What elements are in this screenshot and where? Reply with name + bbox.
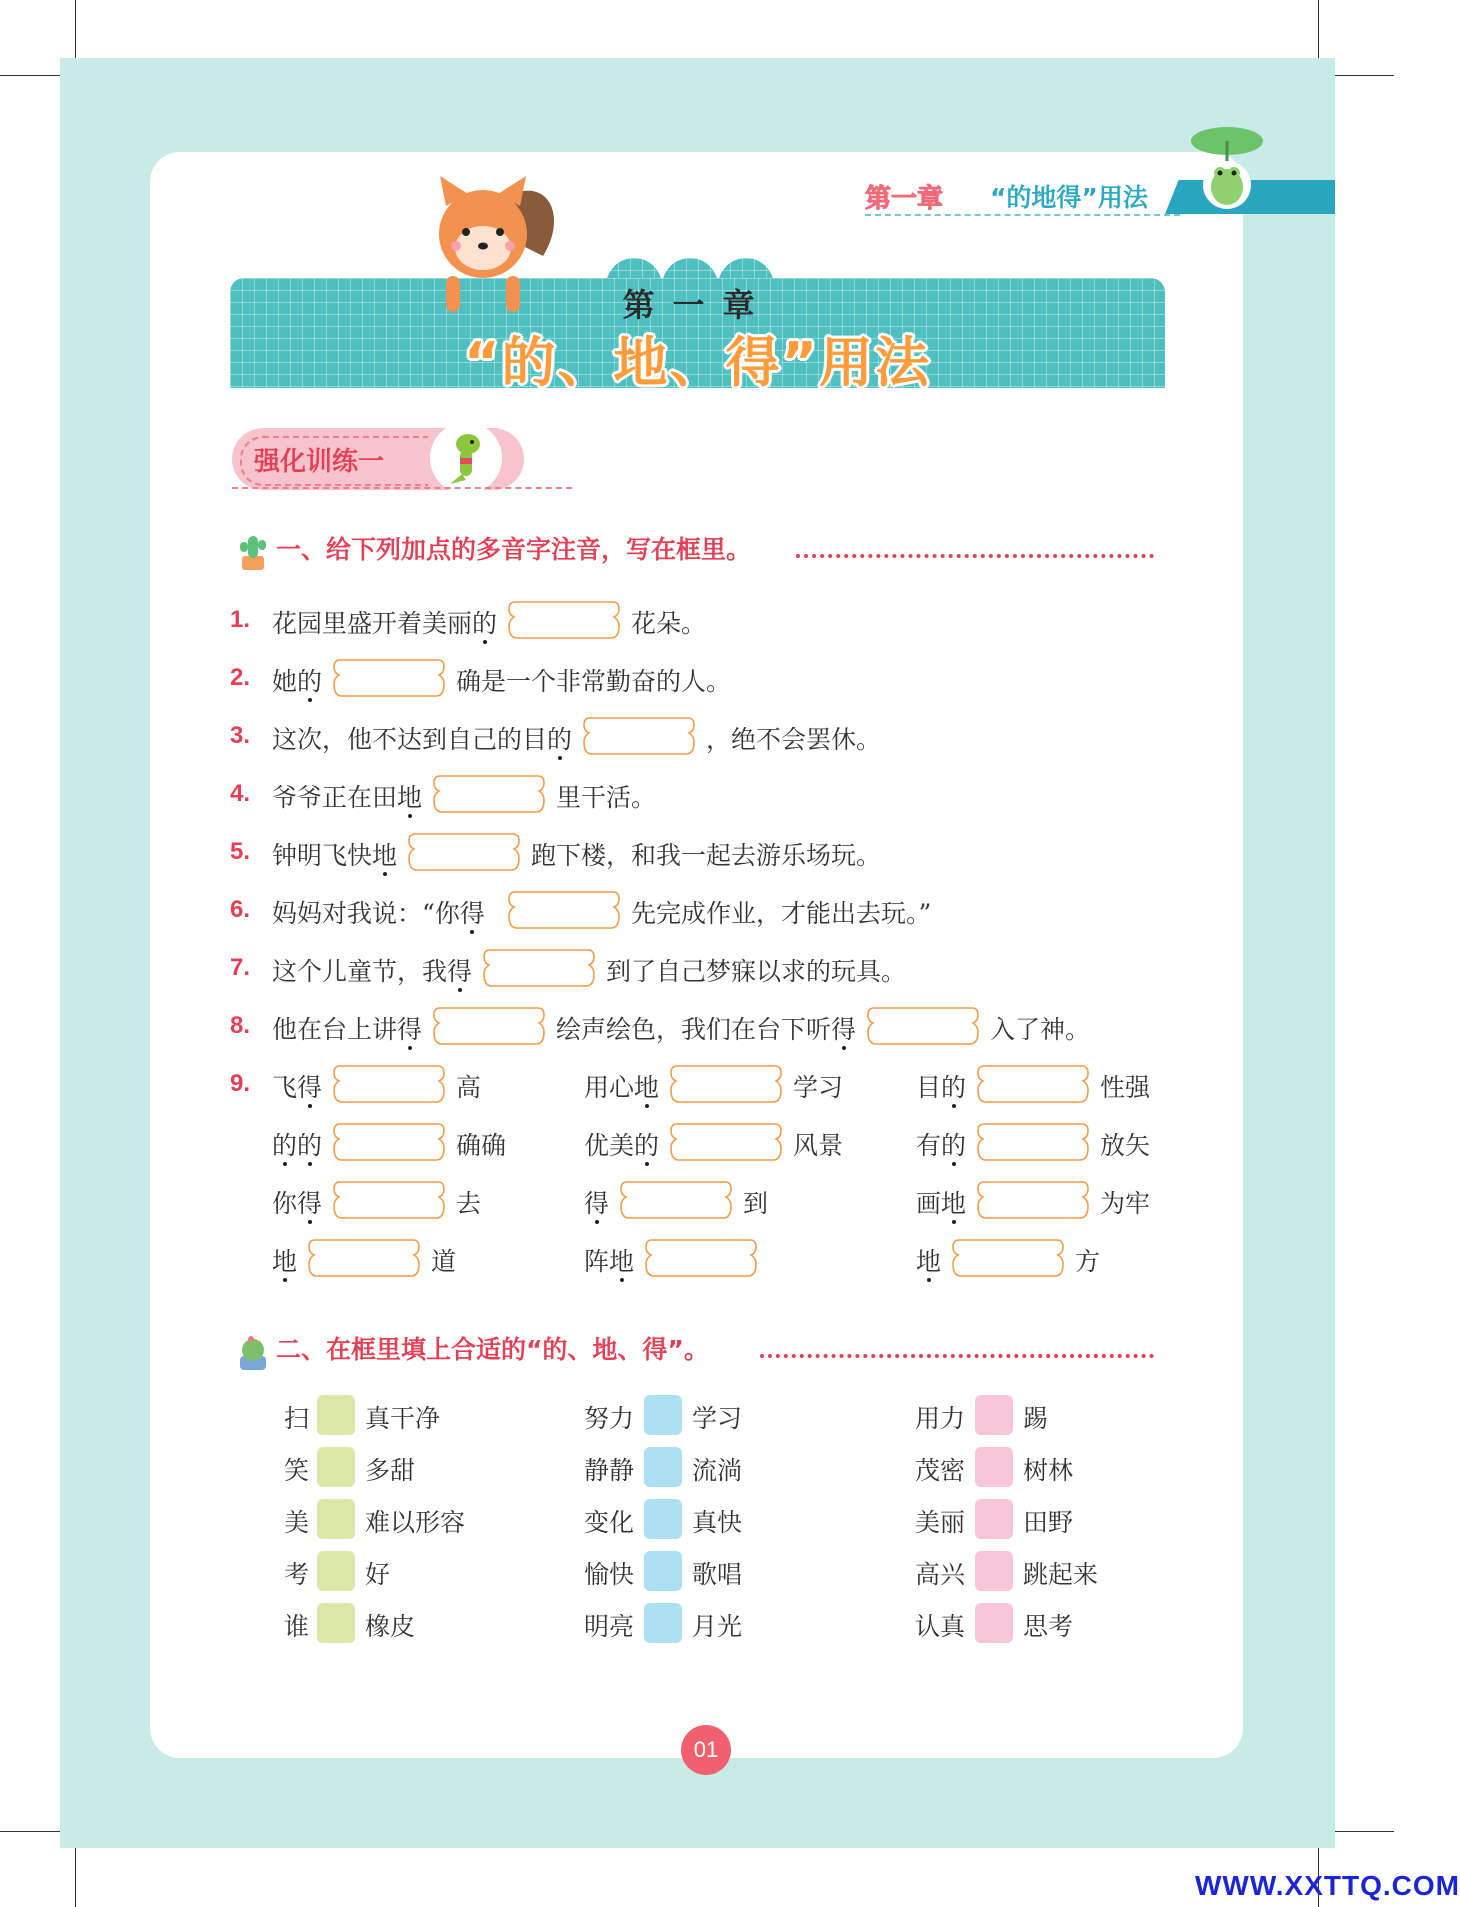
item-text-before-head: 用心 bbox=[584, 1073, 635, 1102]
item-text-before bbox=[916, 1068, 966, 1104]
fill-text-after: 难以形容 bbox=[365, 1508, 466, 1537]
part2-heading-text: 二、在框里填上合适的“的、地、得”。 bbox=[276, 1335, 709, 1364]
item-text-before bbox=[272, 778, 422, 814]
item-text-after: 方 bbox=[1075, 1247, 1101, 1276]
item-text-before-dotted-char: 得 bbox=[447, 957, 473, 986]
item-text-before-head: 爷爷正在田 bbox=[272, 783, 398, 812]
answer-box[interactable] bbox=[480, 946, 598, 990]
chapter-banner bbox=[230, 278, 1165, 394]
fill-text-after: 好 bbox=[365, 1560, 391, 1589]
crop-mark bbox=[0, 1831, 60, 1832]
answer-box[interactable] bbox=[974, 1178, 1092, 1222]
item-text-before-dotted-char: 得 bbox=[297, 1073, 323, 1102]
fill-box[interactable] bbox=[317, 1499, 355, 1539]
item-number: 4. bbox=[230, 780, 251, 807]
item-text-before-head: 这个儿童节，我 bbox=[272, 957, 448, 986]
answer-box[interactable] bbox=[405, 830, 523, 874]
fill-text-after: 流淌 bbox=[692, 1456, 743, 1485]
item-text-before bbox=[584, 1126, 659, 1162]
fill-box[interactable] bbox=[975, 1603, 1013, 1643]
item-number: 1. bbox=[230, 606, 251, 633]
item-text-before-dotted-char: 地 bbox=[634, 1073, 660, 1102]
item-text-after: 先完成作业，才能出去玩。” bbox=[631, 899, 932, 928]
item-text-before-dotted-char: 地 bbox=[272, 1247, 298, 1276]
fill-text-before: 扫 bbox=[284, 1404, 310, 1433]
item-text-before-head: 妈妈对我说：“你 bbox=[272, 899, 460, 928]
answer-box[interactable] bbox=[330, 656, 448, 700]
answer-box[interactable] bbox=[667, 1120, 785, 1164]
item-text-before-dotted-char: 地 bbox=[941, 1189, 967, 1218]
item-text-before bbox=[916, 1126, 966, 1162]
item-number: 9. bbox=[230, 1070, 251, 1097]
answer-box[interactable] bbox=[580, 714, 698, 758]
banner-chapter: 第一章 bbox=[622, 286, 773, 324]
item-text-after: 确是一个非常勤奋的人。 bbox=[456, 667, 732, 696]
exercise-item bbox=[230, 656, 1170, 700]
fill-box[interactable] bbox=[975, 1551, 1013, 1591]
fill-text-before: 谁 bbox=[284, 1612, 310, 1641]
section-tag bbox=[232, 428, 524, 490]
item-text-before bbox=[272, 1010, 422, 1046]
item-text-before-dotted-char: 的 bbox=[634, 1131, 660, 1160]
section-tag-label: 强化训练一 bbox=[254, 447, 385, 477]
item-text-before-head: 钟明飞快 bbox=[272, 841, 373, 870]
exercise-item bbox=[230, 946, 1170, 990]
item-text-before bbox=[916, 1184, 966, 1220]
item-dotted-char: 的 bbox=[297, 1131, 323, 1160]
item-text-before bbox=[584, 1068, 659, 1104]
item-text-middle bbox=[556, 1010, 856, 1046]
fill-text-after: 田野 bbox=[1023, 1508, 1074, 1537]
crop-mark bbox=[0, 75, 60, 76]
answer-box[interactable] bbox=[949, 1236, 1067, 1280]
crop-mark bbox=[1335, 1831, 1394, 1832]
fill-box[interactable] bbox=[644, 1603, 682, 1643]
exercise-item bbox=[230, 598, 1170, 642]
item-text-before-head: 她 bbox=[272, 667, 298, 696]
part2-heading bbox=[234, 1330, 709, 1372]
cactus-icon bbox=[234, 530, 272, 572]
cactus-icon bbox=[234, 1330, 272, 1372]
fill-box[interactable] bbox=[317, 1447, 355, 1487]
exercise-item bbox=[230, 714, 1170, 758]
exercise-row bbox=[230, 1236, 1170, 1280]
part1-heading bbox=[234, 530, 751, 572]
answer-box[interactable] bbox=[505, 888, 623, 932]
item-number: 5. bbox=[230, 838, 251, 865]
item-text-after: 跑下楼，和我一起去游乐场玩。 bbox=[531, 841, 882, 870]
crop-mark bbox=[1318, 0, 1319, 60]
answer-box[interactable] bbox=[305, 1236, 423, 1280]
fill-text-before: 认真 bbox=[915, 1612, 966, 1641]
crop-mark bbox=[1335, 75, 1394, 76]
answer-box[interactable] bbox=[330, 1120, 448, 1164]
item-text-after: 高 bbox=[456, 1073, 482, 1102]
exercise-item bbox=[230, 772, 1170, 816]
answer-box[interactable] bbox=[505, 598, 623, 642]
fill-box[interactable] bbox=[317, 1551, 355, 1591]
item-text-before bbox=[584, 1184, 609, 1220]
fill-text-after: 思考 bbox=[1023, 1612, 1074, 1641]
item-text-before-dotted-char: 得 bbox=[397, 1015, 423, 1044]
item-text-middle-head: 绘声绘色，我们在台下听 bbox=[556, 1015, 832, 1044]
item-text-after: 性强 bbox=[1100, 1073, 1151, 1102]
answer-box[interactable] bbox=[642, 1236, 760, 1280]
fill-text-after: 踢 bbox=[1023, 1404, 1049, 1433]
fill-text-before: 愉快 bbox=[584, 1560, 635, 1589]
item-text-before-head: 你 bbox=[272, 1189, 298, 1218]
divider bbox=[865, 214, 1180, 216]
item-text-before-head: 飞 bbox=[272, 1073, 298, 1102]
fill-text-after: 树林 bbox=[1023, 1456, 1074, 1485]
fill-text-after: 月光 bbox=[692, 1612, 743, 1641]
item-text-after: 学习 bbox=[793, 1073, 844, 1102]
fill-text-before: 美 bbox=[284, 1508, 310, 1537]
item-text-before bbox=[272, 836, 397, 872]
running-header-chapter: 第一章 bbox=[865, 184, 944, 214]
item-text-after: 为牢 bbox=[1100, 1189, 1151, 1218]
item-text-before-head: 阵 bbox=[584, 1247, 610, 1276]
item-text-before bbox=[272, 1184, 322, 1220]
item-text-after: 去 bbox=[456, 1189, 482, 1218]
item-text-after: 里干活。 bbox=[556, 783, 657, 812]
fill-box[interactable] bbox=[644, 1551, 682, 1591]
item-text-before-head: 优美 bbox=[584, 1131, 635, 1160]
item-text-before-dotted-char: 的 bbox=[547, 725, 573, 754]
answer-box[interactable] bbox=[617, 1178, 735, 1222]
fill-box[interactable] bbox=[975, 1395, 1013, 1435]
item-text-before-dotted-char: 地 bbox=[916, 1247, 942, 1276]
fill-text-after: 真干净 bbox=[365, 1404, 441, 1433]
item-text-before-dotted-char: 的 bbox=[941, 1073, 967, 1102]
fill-box[interactable] bbox=[975, 1499, 1013, 1539]
crop-mark bbox=[75, 0, 76, 60]
part1-heading-text: 一、给下列加点的多音字注音，写在框里。 bbox=[276, 535, 752, 564]
frog-mascot-icon bbox=[1187, 123, 1267, 213]
fill-box[interactable] bbox=[317, 1395, 355, 1435]
fill-text-before: 用力 bbox=[915, 1404, 966, 1433]
answer-box[interactable] bbox=[330, 1178, 448, 1222]
item-text-before-head: 这次，他不达到自己的目 bbox=[272, 725, 548, 754]
answer-box[interactable] bbox=[974, 1062, 1092, 1106]
squirrel-mascot-icon bbox=[428, 176, 563, 316]
fill-text-before: 变化 bbox=[584, 1508, 635, 1537]
item-text-before bbox=[272, 894, 485, 930]
item-text-after: 花朵。 bbox=[631, 609, 707, 638]
fill-text-before: 高兴 bbox=[915, 1560, 966, 1589]
item-dotted-char: 的 bbox=[272, 1131, 298, 1160]
item-text-before-dotted-char: 得 bbox=[297, 1189, 323, 1218]
item-text-before bbox=[272, 604, 497, 640]
item-text-before bbox=[584, 1242, 634, 1278]
item-text-after: 确确 bbox=[456, 1131, 507, 1160]
exercise-row bbox=[230, 1120, 1170, 1164]
item-number: 2. bbox=[230, 664, 251, 691]
item-text-before-head: 目 bbox=[916, 1073, 942, 1102]
fill-box[interactable] bbox=[317, 1603, 355, 1643]
watermark: WWW.XXTTQ.COM bbox=[1195, 1870, 1460, 1901]
item-text-middle-dotted-char: 得 bbox=[831, 1015, 857, 1044]
fill-text-after: 多甜 bbox=[365, 1456, 416, 1485]
item-text-after: 道 bbox=[431, 1247, 457, 1276]
fill-text-before: 静静 bbox=[584, 1456, 635, 1485]
fill-text-after: 跳起来 bbox=[1023, 1560, 1099, 1589]
item-text-after: 到 bbox=[743, 1189, 769, 1218]
crop-mark bbox=[75, 1848, 76, 1907]
item-text-after: 风景 bbox=[793, 1131, 844, 1160]
exercise-row bbox=[230, 1178, 1170, 1222]
item-text-before bbox=[916, 1242, 941, 1278]
dotted-leader bbox=[796, 554, 1154, 558]
answer-box[interactable] bbox=[864, 1004, 982, 1048]
page-number: 01 bbox=[681, 1725, 731, 1775]
fill-text-before: 努力 bbox=[584, 1404, 635, 1433]
tag-badge bbox=[430, 422, 502, 494]
fill-box[interactable] bbox=[644, 1499, 682, 1539]
fill-text-after: 橡皮 bbox=[365, 1612, 416, 1641]
item-text-after: 放矢 bbox=[1100, 1131, 1151, 1160]
item-number: 3. bbox=[230, 722, 251, 749]
item-number: 8. bbox=[230, 1012, 251, 1039]
item-text-before-dotted-char: 地 bbox=[609, 1247, 635, 1276]
fill-text-before: 笑 bbox=[284, 1456, 310, 1485]
item-text-before bbox=[272, 1068, 322, 1104]
fill-box[interactable] bbox=[644, 1447, 682, 1487]
item-text-before-dotted-char: 得 bbox=[459, 899, 485, 928]
item-number: 6. bbox=[230, 896, 251, 923]
item-text-before-dotted-char: 地 bbox=[397, 783, 423, 812]
fill-text-before: 考 bbox=[284, 1560, 310, 1589]
exercise-item bbox=[230, 1004, 1170, 1048]
exercise-item bbox=[230, 830, 1170, 874]
dotted-leader bbox=[760, 1354, 1154, 1358]
running-header-topic: “的地得”用法 bbox=[990, 183, 1148, 212]
fill-text-after: 真快 bbox=[692, 1508, 743, 1537]
fill-box[interactable] bbox=[975, 1447, 1013, 1487]
item-text-before bbox=[272, 1242, 297, 1278]
exercise-item bbox=[230, 888, 1170, 932]
fill-text-before: 明亮 bbox=[584, 1612, 635, 1641]
item-text-after: ，绝不会罢休。 bbox=[706, 725, 882, 754]
divider bbox=[232, 487, 572, 489]
item-text-before-head: 有 bbox=[916, 1131, 942, 1160]
item-number: 7. bbox=[230, 954, 251, 981]
dinosaur-icon bbox=[430, 422, 502, 494]
item-text-before bbox=[272, 662, 322, 698]
answer-box[interactable] bbox=[430, 772, 548, 816]
fill-text-after: 歌唱 bbox=[692, 1560, 743, 1589]
answer-box[interactable] bbox=[330, 1062, 448, 1106]
answer-box[interactable] bbox=[430, 1004, 548, 1048]
item-text-before-dotted-char: 的 bbox=[472, 609, 498, 638]
item-text-before-dotted-char: 的 bbox=[941, 1131, 967, 1160]
item-text-before bbox=[272, 952, 472, 988]
fill-text-after: 学习 bbox=[692, 1404, 743, 1433]
exercise-row bbox=[230, 1062, 1170, 1106]
fill-box[interactable] bbox=[644, 1395, 682, 1435]
item-text-before bbox=[272, 720, 572, 756]
item-text-before-dotted-char: 地 bbox=[372, 841, 398, 870]
item-text-before-dotted-char: 得 bbox=[584, 1189, 610, 1218]
answer-box[interactable] bbox=[974, 1120, 1092, 1164]
item-text-before-dotted-char: 的 bbox=[297, 667, 323, 696]
item-text-after: 入了神。 bbox=[990, 1015, 1091, 1044]
item-text-before-head: 他在台上讲 bbox=[272, 1015, 398, 1044]
answer-box[interactable] bbox=[667, 1062, 785, 1106]
fill-text-before: 茂密 bbox=[915, 1456, 966, 1485]
item-text-before-head: 花园里盛开着美丽 bbox=[272, 609, 473, 638]
item-text-after: 到了自己梦寐以求的玩具。 bbox=[606, 957, 907, 986]
item-text-before-head: 画 bbox=[916, 1189, 942, 1218]
page-title: “的、地、得”用法 bbox=[464, 331, 931, 394]
item-text-before bbox=[272, 1126, 322, 1162]
fill-text-before: 美丽 bbox=[915, 1508, 966, 1537]
